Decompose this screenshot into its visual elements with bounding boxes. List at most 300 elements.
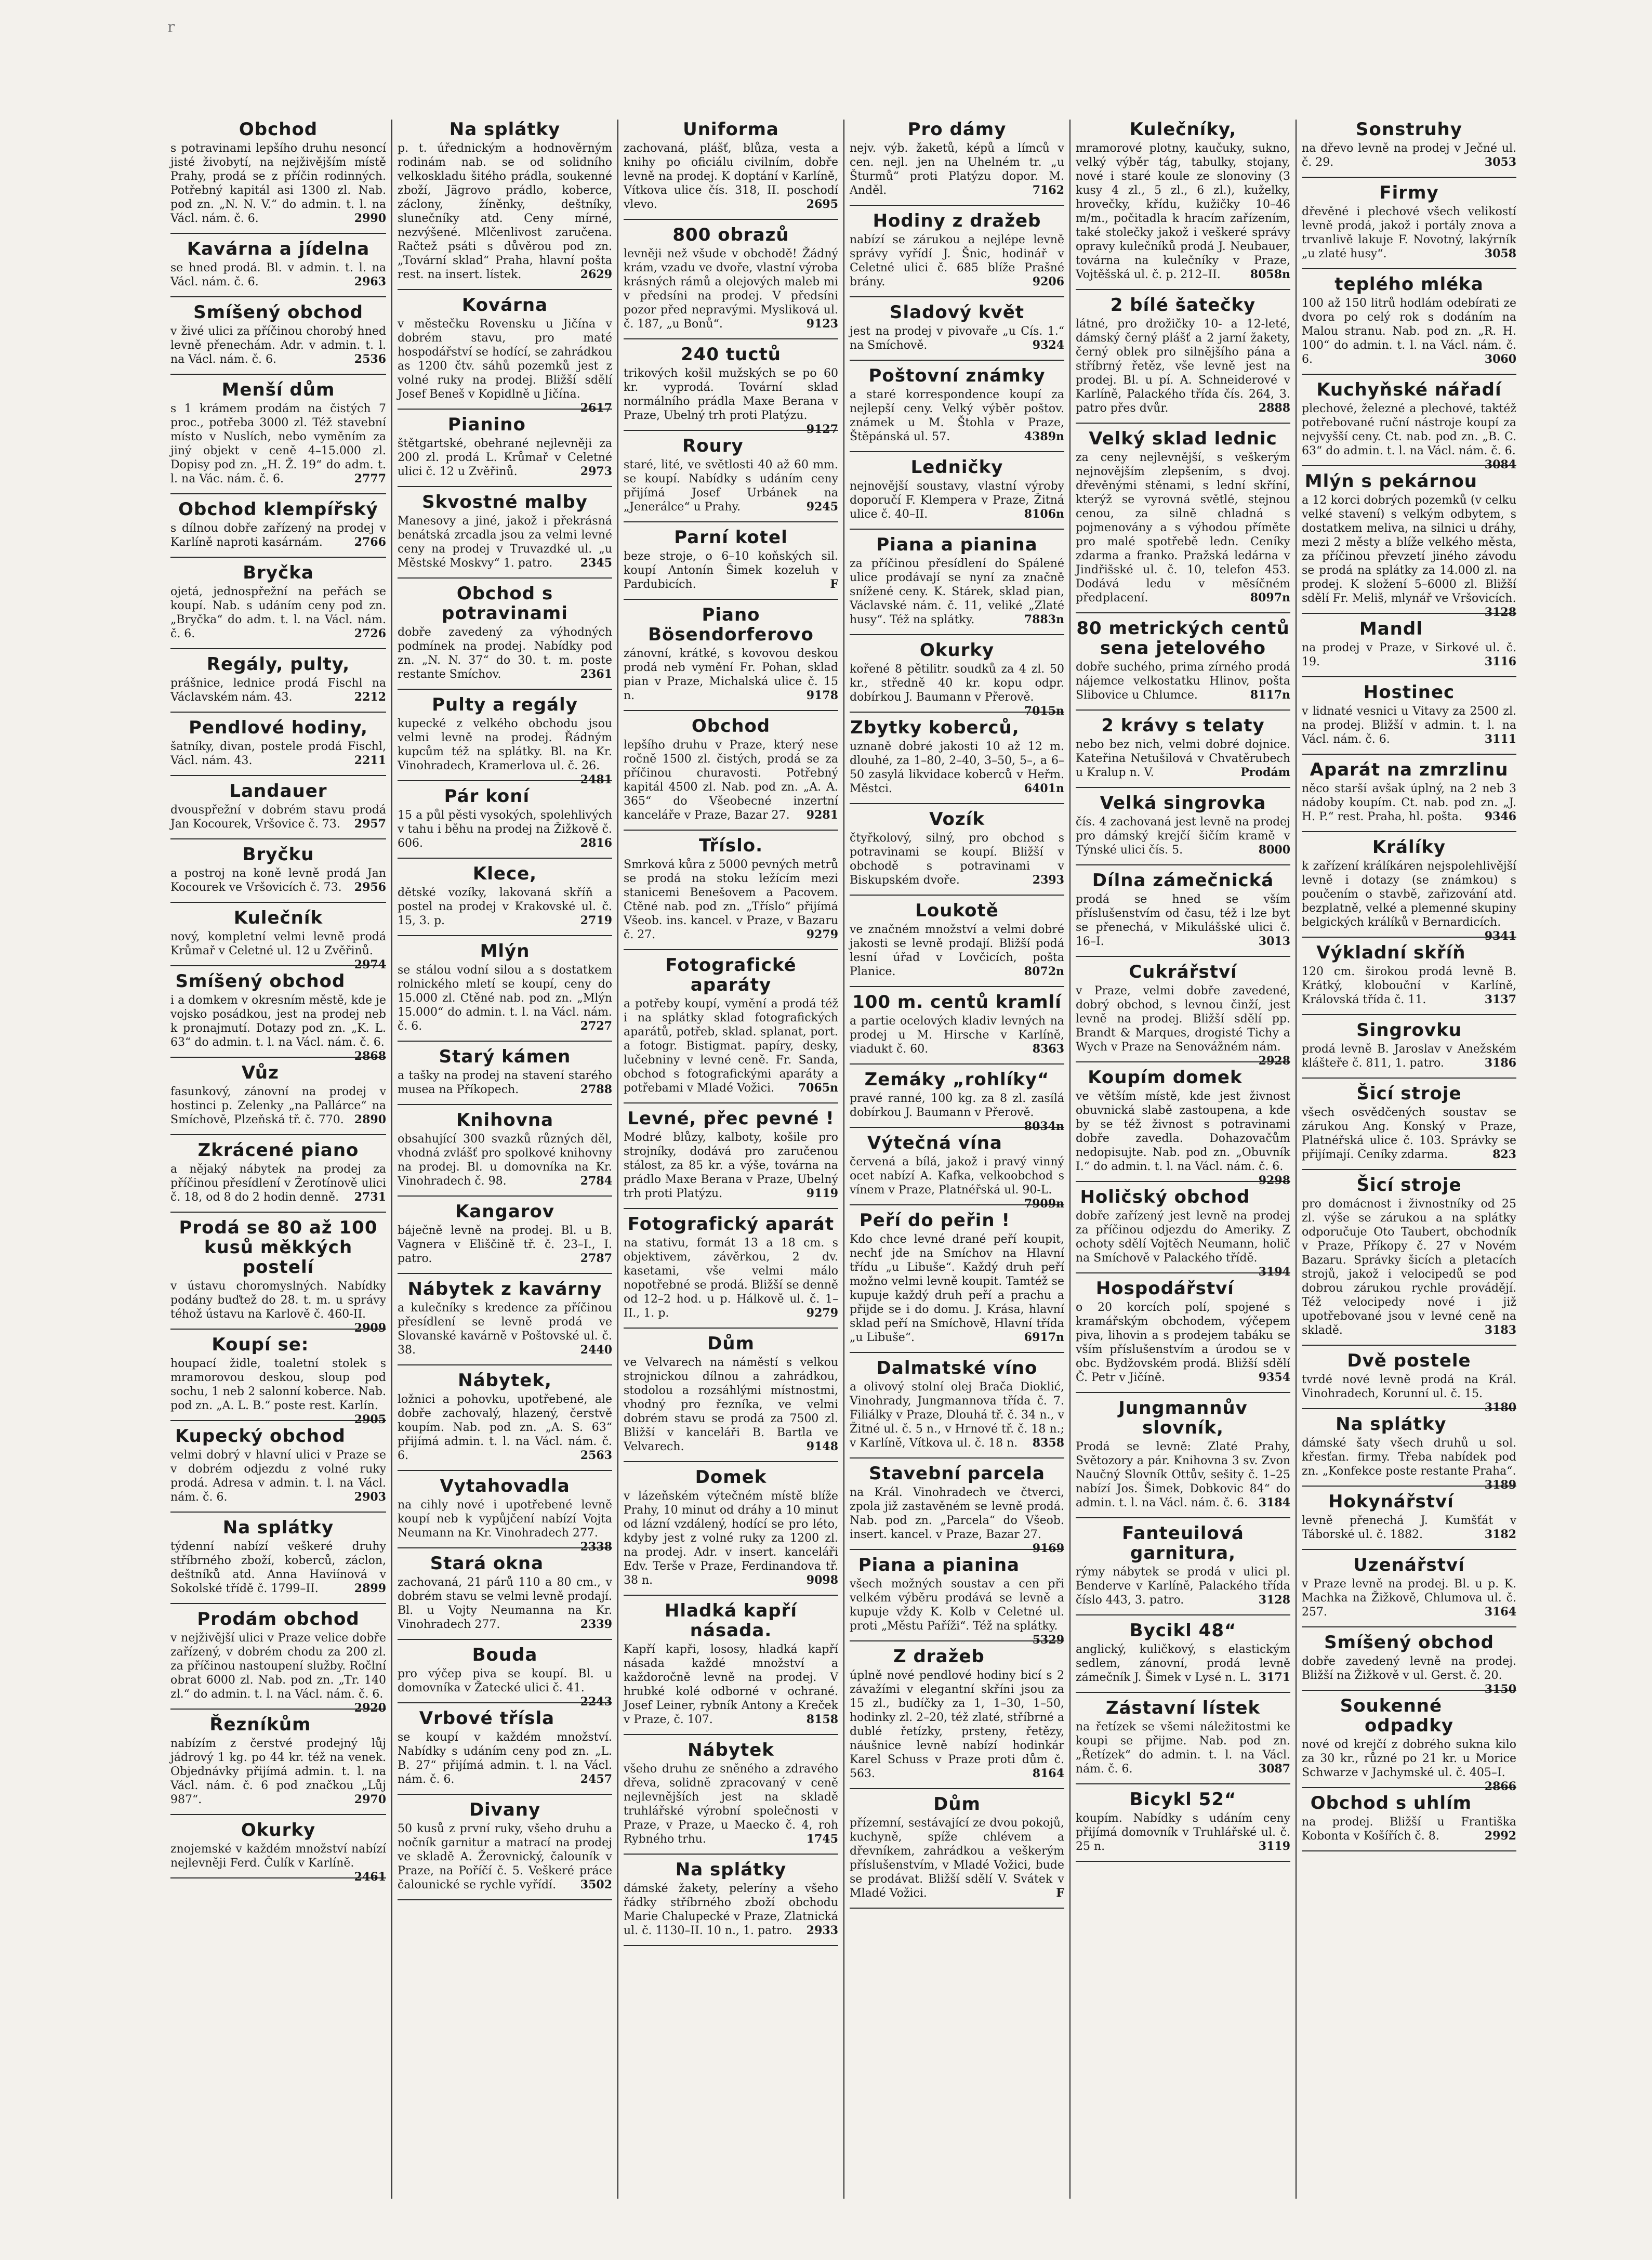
ad-body: dámské žakety, pelerínу a všeho řádky stříbrného zboží obchodu Marie Chalupecké v Praze, Zlatnická ul. č. 1130–II. 10 n., 1. patro.	[624, 1882, 838, 1937]
classified-ad	[850, 535, 1064, 627]
ad-body: čís. 4 zachovaná jest levně na prodej pro dámský krejčí šičím kramě v Týnské ulici čís. 5.	[1076, 816, 1290, 857]
ad-body: v ústavu choromyslných. Nabídky podány buďtež do 28. t. m. u správy téhož ústavu na Karlově č. 460-II.	[170, 1280, 386, 1321]
ad-code: 1745	[806, 1832, 838, 1846]
ad-code: 8058n	[1250, 268, 1290, 281]
divider	[1076, 709, 1290, 711]
ad-code: 9341	[1484, 929, 1516, 943]
ad-title: Obchod klempířský	[178, 499, 378, 520]
ad-text	[170, 141, 386, 226]
ad-title: Holičský obchod	[1080, 1187, 1250, 1207]
ad-text	[398, 1498, 612, 1554]
ad-body: dvouspřežní v dobrém stavu prodá Jan Kocourek, Vršovice č. 73.	[170, 804, 386, 831]
ad-code: 9354	[1258, 1371, 1290, 1384]
ad-title: Starý kámen	[439, 1046, 571, 1067]
ad-code: 3087	[1258, 1762, 1290, 1776]
ad-text	[850, 1668, 1064, 1781]
classified-ad	[1076, 1790, 1290, 1854]
ad-text	[1302, 1042, 1516, 1070]
divider	[624, 219, 838, 220]
ad-code: 3180	[1484, 1401, 1516, 1414]
divider	[1076, 1392, 1290, 1393]
ad-body: něco starší avšak úplný, na 2 neb 3 nádoby koupím. Ct. nab. pod zn. „J. H. P.“ rest. Praha, hl. pošta.	[1302, 782, 1516, 823]
divider	[624, 1945, 838, 1946]
ad-code: 8158	[806, 1713, 838, 1726]
classified-ad	[398, 492, 612, 570]
classified-ad	[624, 1860, 838, 1938]
ad-title: Regály, pulty,	[206, 654, 350, 675]
divider	[850, 360, 1064, 361]
ad-title: Sladový květ	[889, 302, 1025, 323]
ad-code: 8034n	[1024, 1120, 1064, 1133]
ad-body: šatníky, divan, postele prodá Fischl, Václ. nám. 43.	[170, 740, 386, 767]
classified-ad	[1302, 1793, 1516, 1843]
ad-code: 8000	[1258, 843, 1290, 857]
ad-body: a staré korrespondence koupí za nejlepší ceny. Velký výběr poštov. známek u M. Štohla v Praze, Štěpánská ul. 57.	[850, 388, 1064, 443]
ad-title: Na splátky	[449, 120, 561, 140]
ad-code: 2866	[1484, 1780, 1516, 1793]
ad-body: dobře zařízený jest levně na prodej za příčinou odjezdu do Ameriky. Z ochoty sdělí Vojtěch Neumann, holič na Smíchově v Palackého třídě.	[1076, 1210, 1290, 1265]
ad-text	[1076, 1089, 1290, 1187]
ad-code: 8117n	[1250, 688, 1290, 702]
ad-text	[624, 1236, 838, 1320]
ad-body: houpací židle, toaletní stolek s mramorovou deskou, sloup pod sochu, 1 neb 2 salonní koberce. Nab. pod zn. „A. L. B.“ poste rest. Karlín.	[170, 1357, 386, 1412]
classified-ad	[1302, 183, 1516, 261]
ad-code: 2695	[806, 198, 838, 211]
ad-body: čtyřkolový, silný, pro obchod s potravinami se koupí. Bližší v obchodě s potravinami v Biskupském dvoře.	[850, 832, 1064, 887]
ad-body: tvrdé nové levně prodá na Král. Vinohradech, Korunní ul. č. 15.	[1302, 1373, 1516, 1400]
ad-title: Hladká kapří násada.	[664, 1600, 798, 1641]
ad-text	[170, 740, 386, 768]
ad-body: na Král. Vinohradech ve čtverci, zpola již zastavěném se levně prodá. Nab. pod zn. „Parcela“ do Všeob. insert. kancel. v Praze, Bazar 27.	[850, 1486, 1064, 1541]
ad-text	[850, 1155, 1064, 1211]
classified-ad	[1302, 1492, 1516, 1542]
ad-text	[850, 923, 1064, 979]
ad-title: Na splátky	[1336, 1414, 1447, 1435]
ad-body: fasunkový, zánovní na prodej v hostinci p. Zelenky „na Pallárce“ na Smíchově, Plzeňská tř. č. 770.	[170, 1085, 386, 1126]
ad-code: 9148	[806, 1440, 838, 1453]
ad-code: 2903	[354, 1490, 386, 1504]
ad-body: o 20 korcích polí, spojené s kramářským obchodem, výčepem piva, lihovin a s prodejem tabáku se vším příslušenstvím a úrodou se v obc. Bydžovském prodá. Bližší sdělí Č. Petr v Jičíně.	[1076, 1301, 1290, 1384]
ad-code: 2928	[1258, 1054, 1290, 1068]
ad-code: 2973	[580, 465, 612, 478]
classified-ad	[1076, 1398, 1290, 1510]
divider	[1302, 1169, 1516, 1170]
ad-body: rýmy nábytek se prodá v ulici pl. Benderve v Karlíně, Palackého třída číslo 443, 3. patro.	[1076, 1566, 1290, 1607]
classified-ad	[624, 1740, 838, 1846]
ad-code: 2629	[580, 268, 612, 281]
classified-ad	[1076, 1187, 1290, 1279]
ad-text	[398, 1730, 612, 1786]
divider	[1302, 1345, 1516, 1346]
ad-body: se hned prodá. Bl. v admin. t. l. na Václ. nám. č. 6.	[170, 261, 386, 288]
ad-title: Pendlové hodiny,	[189, 717, 368, 738]
ad-code: 8358	[1032, 1436, 1064, 1450]
divider	[624, 521, 838, 522]
ad-code: 3128	[1484, 606, 1516, 619]
divider	[398, 1195, 612, 1197]
ad-code: 8072n	[1024, 965, 1064, 978]
divider	[1076, 612, 1290, 613]
ad-text	[1076, 984, 1290, 1068]
ad-text	[1076, 815, 1290, 857]
ad-text	[1076, 892, 1290, 949]
ad-body: znojemské v každém množství nabízí nejlevněji Ferd. Čulík v Karlíně.	[170, 1843, 386, 1870]
ad-code: 2905	[354, 1413, 386, 1426]
ad-body: Kdo chce levné drané peří koupit, nechť jde na Smíchov na Hlavní třídu „u Libuše“. Každý druh peří možno velmi levně koupit. Tamtéž se kupuje každý druh peří a prachu a přijde se i do domu. J. Krása, hlavní sklad peří na Smíchově, Hlavní třída „u Libuše“.	[850, 1233, 1064, 1344]
ad-body: s potravinami lepšího druhu nesoncí jisté živobytí, na nejživějším místě Prahy, prodá se z příčin rodinných. Potřebný kapitál asi 1300 zl. Nab. pod zn. „N. N. V.“ do admin. t. l. na Václ. nám. č. 6.	[170, 142, 386, 225]
classified-ad	[850, 1069, 1064, 1133]
ad-text	[850, 388, 1064, 444]
ad-title: Obchod s potravinami	[442, 583, 568, 624]
ad-body: úplně nové pendlové hodiny bicí s 2 závažími v elegantní skříni jsou za 15 zl., budíčky za 1, 1–30, 1–50, hodinky zl. 2–20, též zlaté, stříbrné a dublé řetízky, prsteny, řetězy, náušnice levně nabízí hodinkár Karel Schuss v Praze proti dům č. 563.	[850, 1669, 1064, 1780]
divider	[398, 1470, 612, 1471]
classified-ad	[1302, 943, 1516, 1007]
classified-page	[165, 120, 1522, 2199]
ad-text	[624, 549, 838, 592]
divider	[624, 949, 838, 950]
classified-ad	[850, 303, 1064, 352]
ad-code: 9127	[806, 423, 838, 436]
ad-text	[170, 1162, 386, 1204]
ad-text	[1302, 1514, 1516, 1542]
classified-ad	[850, 211, 1064, 289]
ad-body: prodá levně B. Jaroslav v Anežském klášteře č. 811, 1. patro.	[1302, 1043, 1516, 1070]
ad-code: 2338	[580, 1540, 612, 1554]
ad-body: prodá se hned se vším příslušenstvím od času, též i lze byt se přenechá, v Mikulášské ulici č. 16–I.	[1076, 893, 1290, 948]
ad-text	[398, 963, 612, 1033]
ad-title: Bycikl 48“	[1129, 1620, 1237, 1641]
divider	[170, 1420, 386, 1421]
ad-text	[850, 1232, 1064, 1345]
ad-title: Kuchyňské nářadí	[1316, 379, 1502, 400]
ad-text	[1302, 141, 1516, 169]
ad-body: týdenní nabízí veškeré druhy stříbrného zboží, koberců, záclon, deštníků atd. Anna Haviínová v Sokolské třídě č. 1799–II.	[170, 1540, 386, 1595]
classified-ad	[170, 781, 386, 831]
ad-title: Prodá se 80 až 100 kusů měkkých postelí	[179, 1217, 378, 1278]
ad-title: Šicí stroje	[1356, 1175, 1462, 1195]
classified-ad	[170, 120, 386, 226]
classified-ad	[170, 1715, 386, 1807]
classified-ad	[850, 992, 1064, 1056]
ad-text	[1302, 1815, 1516, 1843]
divider	[398, 289, 612, 290]
divider	[170, 374, 386, 375]
classified-ad	[398, 786, 612, 850]
divider	[170, 557, 386, 558]
classified-ad	[624, 1334, 838, 1454]
ad-text	[624, 647, 838, 703]
ad-text	[398, 1822, 612, 1892]
classified-ad	[1076, 1523, 1290, 1607]
ad-body: nejv. výb. žaketů, képů a límců v cen. nejl. jen na Uhelném tr. „u Šturmů“ proti Platýzu dopor. M. Anděl.	[850, 142, 1064, 197]
divider	[170, 902, 386, 903]
ad-title: Mlýn	[480, 941, 530, 962]
ad-body: velmi dobrý v hlavní ulici v Praze se v dobrém odjezdu z volné ruky prodá. Adresa v admin. t. l. na Václ. nám. č. 6.	[170, 1449, 386, 1504]
ad-body: kupecké z velkého obchodu jsou velmi levně na prodej. Řádným kupcům též na splátky. Bl. na Kr. Vinohradech, Kramerlova ul. č. 26.	[398, 717, 612, 772]
ad-body: s 1 krámem prodám na čistých 7 proc., potřeba 3000 zl. Též stavební místo v Nuslích, nebo vyměním za jiný objekt v ceně 4–15.000 zl. Dopisy pod zn. „H. Ž. 19“ do adm. t. l. na Vác. nám. č. 6.	[170, 402, 386, 485]
ad-code: Prodám	[1240, 766, 1290, 779]
ad-body: všech možných soustav a cen při velkém výběru prodává se levně a kupuje vždy K. Kolb v Celetné ul. proti „Městu Paříži“. Též na splátky.	[850, 1578, 1064, 1633]
ad-title: Sonstruhy	[1356, 120, 1462, 140]
ad-text	[1302, 1106, 1516, 1162]
classified-ad	[170, 563, 386, 641]
classified-ad	[170, 1217, 386, 1335]
ad-text	[1302, 704, 1516, 746]
ad-body: Prodá se levně: Zlaté Prahy, Světozory a pár. Knihovna 3 sv. Zvon Naučný Slovník Ottův, sešity č. 1–25 nabízí Jos. Šimek, Dobkovic 84“ do admin. t. l. na Václ. nám. č. 6.	[1076, 1440, 1290, 1509]
ad-body: plechové, železné a plechové, taktéž potřebované ruční nástroje koupí za nejvyšší ceny. Ct. nab. pod zn. „B. C. 63“ do admin. t. l. na Václ. nám. č. 6.	[1302, 402, 1516, 457]
ad-body: na prodej. Bližší u Františka Kobonta v Košířích č. 8.	[1302, 1816, 1516, 1843]
ad-code: 3060	[1484, 352, 1516, 366]
classified-ad	[398, 694, 612, 786]
ad-text	[398, 141, 612, 282]
ad-body: ojetá, jednospřežní na peřách se koupí. Nab. s udáním ceny pod zn. „Bryčka“ do adm. t. l. na Václ. nám. č. 6.	[170, 585, 386, 640]
ad-text	[170, 993, 386, 1063]
ad-text	[170, 866, 386, 895]
ad-code: 2970	[354, 1793, 386, 1806]
divider	[624, 599, 838, 600]
classified-ad	[1076, 295, 1290, 415]
ad-text	[1302, 965, 1516, 1007]
classified-ad	[850, 1463, 1064, 1555]
ad-text	[1302, 641, 1516, 669]
classified-ad	[1076, 871, 1290, 949]
ad-body: a nějaký nábytek na prodej za příčinou přesídlení v Žerotínově ulici č. 18, od 8 do 2 hodin denně.	[170, 1163, 386, 1204]
divider	[1302, 754, 1516, 755]
ad-code: 3116	[1484, 655, 1516, 668]
ad-title: Zkrácené piano	[197, 1140, 359, 1161]
ad-title: Divany	[469, 1799, 541, 1820]
ad-text	[398, 1301, 612, 1357]
ad-body: staré, lité, ve světlosti 40 až 60 mm. se koupí. Nabídky s udáním ceny přijímá Josef Urbánek na „Jenerálce“ u Prahy.	[624, 458, 838, 514]
classified-ad	[1076, 716, 1290, 780]
classified-ad	[398, 1709, 612, 1786]
divider	[1302, 1078, 1516, 1079]
ad-text	[1302, 493, 1516, 619]
ad-text	[1302, 782, 1516, 824]
divider	[850, 1063, 1064, 1065]
ad-body: 120 cm. širokou prodá levně B. Krátký, klobouční v Karlíně, Královská třída č. 11.	[1302, 965, 1516, 1006]
ad-title: Na splátky	[222, 1517, 334, 1538]
classified-ad	[1302, 1555, 1516, 1619]
ad-title: Soukenné odpadky	[1340, 1696, 1454, 1736]
ad-body: za příčinou přesídlení do Spálené ulice prodávají se nyní za značně snížené ceny. K. Stárek, sklad pian, Václavské nám. č. 11, veliké „Zlaté husy“. Též na splátky.	[850, 557, 1064, 626]
classified-ad	[1302, 837, 1516, 943]
ad-code: 7883n	[1024, 613, 1064, 626]
ad-title: Dům	[933, 1794, 981, 1815]
ad-title: Obchod	[239, 120, 318, 140]
classified-ad	[1302, 120, 1516, 169]
ad-code: 7015n	[1024, 704, 1064, 718]
ad-code: 823	[1492, 1148, 1516, 1161]
ad-code: F	[1056, 1886, 1064, 1900]
ad-title: Bryčku	[242, 844, 314, 865]
columns	[165, 120, 1522, 2199]
ad-text	[1302, 205, 1516, 261]
ad-code: 3058	[1484, 247, 1516, 260]
ad-code: 3053	[1484, 155, 1516, 169]
ad-code: 2461	[354, 1870, 386, 1884]
divider	[850, 529, 1064, 530]
classified-ad	[170, 1518, 386, 1596]
classified-ad	[398, 1554, 612, 1632]
ad-body: dámské šaty všech druhů u sol. křesťan. firmy. Třeba nabídek pod zn. „Konfekce poste restante Praha“.	[1302, 1437, 1516, 1478]
classified-ad	[850, 1647, 1064, 1781]
ad-body: levněji než všude v obchodě! Žádný krám, vzadu ve dvoře, vlastní výroba krásných rámů a olejových maleb mi v předsíni na prodej. V předsíni pozor před nepravými. Mysliková ul. č. 187, „u Bonů“.	[624, 247, 838, 331]
divider	[1076, 956, 1290, 957]
ad-title: Výkladní skříň	[1316, 942, 1466, 963]
divider	[850, 803, 1064, 804]
ad-code: 3182	[1484, 1528, 1516, 1541]
ad-code: 7162	[1032, 183, 1064, 197]
divider	[1302, 1549, 1516, 1550]
ad-text	[624, 1356, 838, 1454]
classified-ad	[170, 239, 386, 289]
ad-text	[850, 662, 1064, 718]
ad-text	[850, 1486, 1064, 1555]
ad-text	[398, 717, 612, 786]
classified-ad	[850, 457, 1064, 521]
classified-ad	[850, 1555, 1064, 1647]
ad-code: 2345	[580, 556, 612, 570]
ad-body: jest na prodej v pivovaře „u Cís. 1.“ na Smíchově.	[850, 325, 1064, 352]
classified-ad	[1302, 274, 1516, 366]
ad-title: Na splátky	[675, 1859, 787, 1880]
classified-ad	[170, 380, 386, 486]
ad-text	[624, 1131, 838, 1201]
ad-code: 2974	[354, 958, 386, 971]
ad-code: 2243	[580, 1695, 612, 1709]
ad-text	[170, 402, 386, 486]
ad-text	[850, 1014, 1064, 1056]
ad-title: Kavárna a jídelna	[187, 239, 370, 259]
ad-title: Skvostné malby	[422, 492, 588, 513]
ad-title: Bicykl 52“	[1129, 1789, 1237, 1810]
divider	[398, 1041, 612, 1042]
classified-ad	[398, 1279, 612, 1357]
classified-ad	[624, 225, 838, 331]
ad-code: 2393	[1032, 873, 1064, 887]
ad-title: Králíky	[1372, 837, 1446, 858]
ad-body: ve značném množství a velmi dobré jakosti se levně prodají. Bližší podá lesní úřad v Lovčicích, pošta Planice.	[850, 923, 1064, 978]
ad-code: 2457	[580, 1772, 612, 1786]
ad-body: obsahující 300 svazků různých děl, vhodná zvlášť pro spolkové knihovny na prodej. Bl. u domovníka na Kr. Vinohradech č. 98.	[398, 1133, 612, 1188]
ad-text	[1076, 1209, 1290, 1279]
classified-ad	[398, 1110, 612, 1188]
divider	[170, 1329, 386, 1330]
ad-title: Stará okna	[430, 1553, 544, 1574]
ad-text	[624, 858, 838, 942]
ad-text	[850, 324, 1064, 352]
ad-title: Nábytek z kavárny	[407, 1279, 602, 1299]
ad-title: Z dražeb	[893, 1646, 985, 1667]
ad-text	[1302, 1738, 1516, 1793]
ad-body: 50 kusů z první ruky, všeho druhu a nočník garnitur a matrací na prodej ve skladě A. Žerovnický, čalouník v Praze, na Poříčí č. 5. Veškeré práce čalounické se rychle vyřídí.	[398, 1822, 612, 1891]
divider	[1076, 1614, 1290, 1615]
ad-code: 3128	[1258, 1593, 1290, 1607]
divider	[398, 1639, 612, 1640]
ad-body: beze stroje, o 6–10 koňských sil. koupí Antonín Šimek kozeluh v Pardubicích.	[624, 550, 838, 591]
ad-code: 2536	[354, 352, 386, 366]
divider	[170, 775, 386, 776]
classified-ad	[1302, 1632, 1516, 1696]
ad-title: Zemáky „rohlíky“	[864, 1069, 1050, 1090]
divider	[398, 1273, 612, 1274]
ad-code: 2890	[354, 1113, 386, 1126]
classified-ad	[624, 1109, 838, 1201]
classified-ad	[624, 716, 838, 822]
divider	[624, 1854, 838, 1855]
ad-body: uznaně dobré jakosti 10 až 12 m. dlouhé, za 1–80, 2–40, 3–50, 5–, a 6–50 zasylá likvidace koberců v Heřm. Městci.	[850, 740, 1064, 795]
ad-code: 7909n	[1024, 1197, 1064, 1211]
divider	[1302, 268, 1516, 269]
ad-body: Kapří kapři, lososy, hladká kapří násada každé množství a každoročně levně na prodej. V hrubké kolé odborné v ochrané. Josef Leiner, rybník Antony a Kreček v Praze, č. 107.	[624, 1643, 838, 1726]
ad-title: Parní kotel	[674, 527, 788, 548]
ad-code: 2933	[806, 1924, 838, 1937]
ad-text	[170, 676, 386, 704]
ad-title: Aparát na zmrzlinu	[1310, 759, 1509, 780]
ad-body: báječně levně na prodej. Bl. u B. Vagnera v Eliščině tř. č. 23–I., I. patro.	[398, 1224, 612, 1265]
ad-title: Peří do peřin !	[859, 1210, 1010, 1231]
classified-ad	[170, 1426, 386, 1504]
ad-body: štětgartské, obehrané nejlevněji za 200 zl. prodá L. Krůmař v Celetné ulici č. 12 u Zvěřinů.	[398, 437, 612, 478]
divider	[170, 965, 386, 966]
classified-ad	[1076, 793, 1290, 857]
ad-title: Šicí stroje	[1356, 1083, 1462, 1104]
ad-text	[1076, 738, 1290, 780]
ad-code: 9119	[806, 1187, 838, 1200]
ad-text	[624, 1882, 838, 1938]
column-6	[1296, 120, 1522, 2199]
ad-text	[624, 1643, 838, 1727]
ad-body: v nejživější ulici v Praze velice dobře zařízený, v dobrém chodu za 200 zl. za příčinou nastoupení služby. Ročlní obrat 6000 zl. Nab. pod zn. „Tr. 140 zl.“ do admin. t. l. na Václ. nám. č. 6.	[170, 1632, 386, 1701]
ad-title: Piana a pianina	[858, 1555, 1020, 1575]
ad-code: 9346	[1484, 810, 1516, 823]
ad-title: Knihovna	[456, 1110, 554, 1131]
ad-title: Poštovní známky	[868, 365, 1046, 386]
classified-ad	[1076, 1621, 1290, 1685]
ad-text	[1076, 1300, 1290, 1385]
divider	[1302, 1014, 1516, 1015]
ad-text	[1302, 1197, 1516, 1337]
divider	[170, 648, 386, 649]
ad-text	[398, 886, 612, 928]
ad-title: Domek	[695, 1467, 767, 1488]
ad-text	[398, 1069, 612, 1097]
ad-text	[170, 261, 386, 289]
classified-ad	[624, 1467, 838, 1587]
ad-body: nové od krejčí z dobrého sukna kilo za 30 kr., různé po 21 kr. u Morice Schwarze v Jachymské ul. č. 405–I.	[1302, 1738, 1516, 1779]
ad-code: 2816	[580, 836, 612, 850]
divider	[170, 296, 386, 297]
divider	[398, 1364, 612, 1365]
ad-body: všeho druhu ze sněného a zdravého dřeva, solidně zpracovaný v ceně nejlevnějších jest na skladě truhlářské výrobní společnosti v Praze, v Praze, u Maecko č. 4, roh Rybného trhu.	[624, 1763, 838, 1846]
classified-ad	[1302, 379, 1516, 471]
ad-text	[624, 458, 838, 514]
ad-body: anglický, kuličkový, s elastickým sedlem, zánovní, prodá levně zámečník J. Šimek v Lysé n. L.	[1076, 1643, 1290, 1684]
classified-ad	[170, 654, 386, 704]
ad-title: Koupí se:	[212, 1334, 309, 1355]
divider	[398, 1899, 612, 1900]
ad-code: 9281	[806, 808, 838, 822]
ad-body: nabízí se zárukou a nejlépe levně správy vyřídí J. Šnic, hodinář v Celetné ulici č. 685 blíže Prašné brány.	[850, 233, 1064, 288]
classified-ad	[170, 1334, 386, 1426]
ad-code: 2909	[354, 1321, 386, 1335]
classified-ad	[624, 344, 838, 436]
ad-code: 2787	[580, 1252, 612, 1265]
classified-ad	[1302, 760, 1516, 824]
ad-text	[170, 1737, 386, 1807]
classified-ad	[624, 836, 838, 942]
